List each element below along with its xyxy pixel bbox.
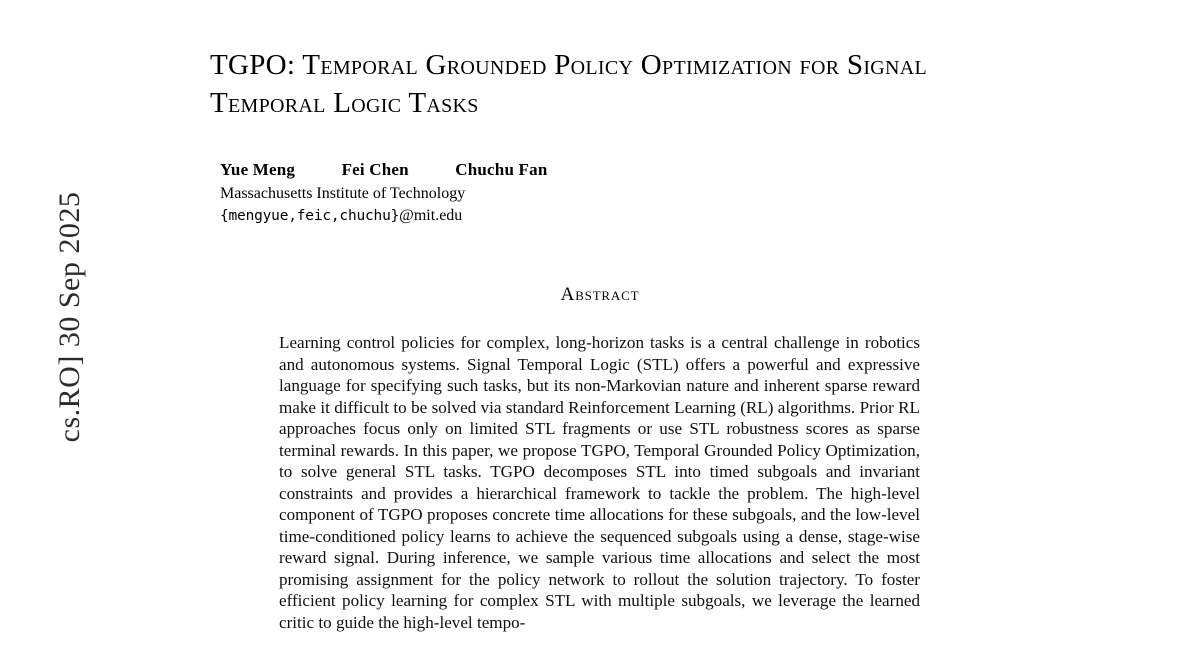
author-names: [220, 160, 980, 180]
affiliation: Massachusetts Institute of Technology: [220, 185, 466, 202]
author-3: Chuchu Fan: [455, 160, 548, 179]
author-1: Yue Meng: [220, 160, 296, 179]
abstract-heading: Abstract: [560, 284, 640, 305]
page-title: TGPO: Temporal Grounded Policy Optimization for Signal Temporal Logic Tasks: [210, 49, 928, 119]
abstract-paragraph: Learning control policies for complex, long-horizon tasks is a central challenge in robotics and autonomous systems. Signal Temporal Logic (STL) offers a powerful and expressive language for specifying such tasks, but its non-Markovian nature and inherent sparse reward make it difficult to be solved via standard Reinforcement Learning (RL) algorithms. Prior RL approaches focus only on limited STL fragments or use STL robustness scores as sparse terminal rewards. In this paper, we propose TGPO, Temporal Grounded Policy Optimization, to solve general STL tasks. TGPO decomposes STL into timed subgoals and invariant constraints and provides a hierarchical framework to tackle the problem. The high-level component of TGPO proposes concrete time allocations for these subgoals, and the low-level time-conditioned policy learns to achieve the sequenced subgoals using a dense, stage-wise reward signal. During inference, we sample various time allocations and select the most promising assignment for the policy network to rollout the solution trajectory. To foster efficient policy learning for complex STL with multiple subgoals, we leverage the learned critic to guide the high-level tempo-: [279, 333, 920, 632]
email-domain: @mit.edu: [399, 207, 463, 224]
arxiv-vertical-stamp: [0, 0, 90, 648]
arxiv-stamp-text: cs.RO] 30 Sep 2025: [53, 191, 86, 443]
author-emails: [220, 205, 980, 227]
author-block: [220, 160, 980, 227]
author-2: Fei Chen: [341, 160, 409, 179]
abstract-body: [279, 332, 920, 633]
email-handles: {mengyue,feic,chuchu}: [220, 208, 400, 224]
